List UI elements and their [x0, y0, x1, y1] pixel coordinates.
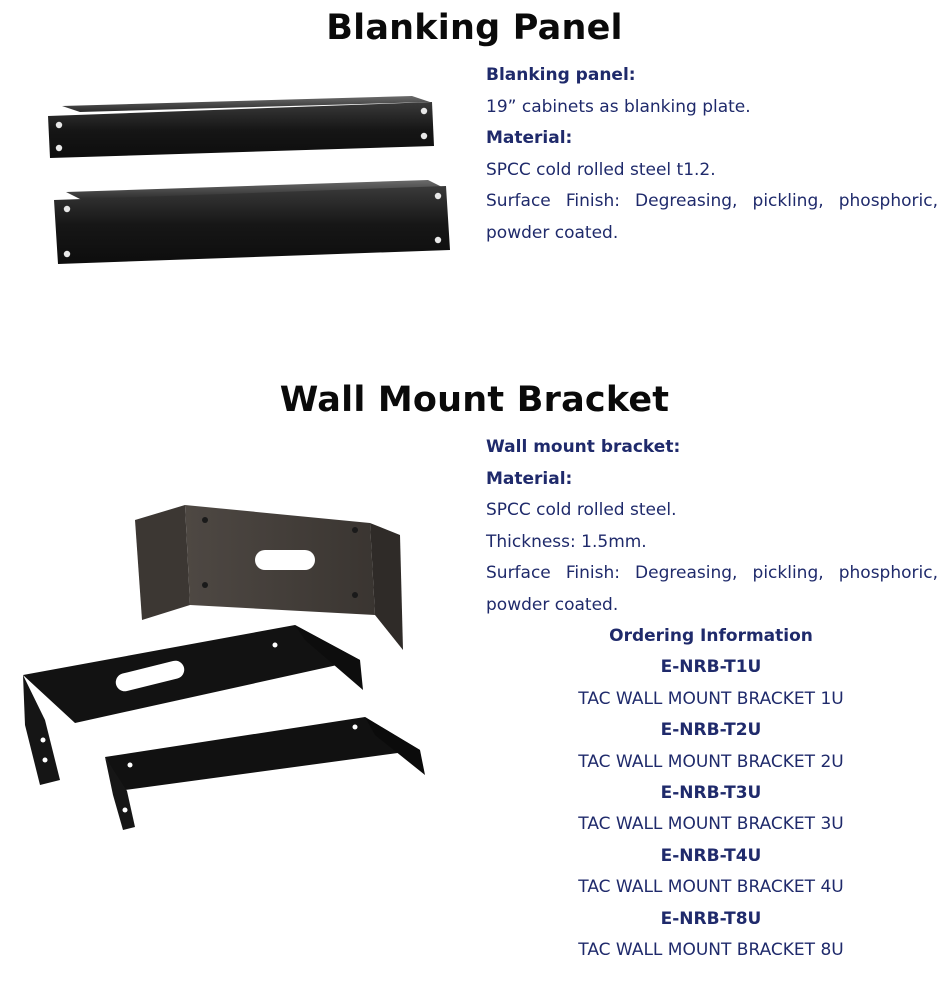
surface-finish-cont: powder coated.	[486, 222, 619, 243]
blanking-panel-title: Blanking Panel	[326, 8, 623, 48]
order-description: TAC WALL MOUNT BRACKET 1U	[578, 688, 844, 709]
surface-finish-line: Surface Finish: Degreasing, pickling, phosphoric,	[486, 563, 938, 583]
blanking-panel-usage: 19” cabinets as blanking plate.	[486, 96, 751, 117]
material-value: SPCC cold rolled steel.	[486, 500, 677, 520]
blanking-panel-description	[486, 60, 938, 249]
wall-mount-bracket-label: Wall mount bracket:	[486, 437, 681, 457]
wall-mount-bracket-description	[486, 432, 938, 621]
thickness-value: Thickness: 1.5mm.	[486, 531, 647, 552]
ordering-information	[486, 621, 936, 966]
wall-mount-bracket-title: Wall Mount Bracket	[279, 380, 670, 420]
order-description: TAC WALL MOUNT BRACKET 4U	[578, 877, 844, 898]
order-description: TAC WALL MOUNT BRACKET 3U	[578, 814, 844, 835]
order-code: E-NRB-T4U	[660, 845, 762, 866]
blanking-panel-label: Blanking panel:	[486, 65, 636, 85]
ordering-heading: Ordering Information	[609, 626, 813, 646]
surface-finish-cont: powder coated.	[486, 594, 619, 615]
material-label: Material:	[486, 468, 573, 489]
material-value: SPCC cold rolled steel t1.2.	[486, 159, 716, 180]
order-description: TAC WALL MOUNT BRACKET 2U	[578, 751, 844, 772]
order-code: E-NRB-T2U	[660, 720, 762, 741]
order-code: E-NRB-T8U	[660, 908, 762, 929]
surface-finish-line: Surface Finish: Degreasing, pickling, phosphoric,	[486, 191, 938, 211]
order-code: E-NRB-T3U	[660, 782, 762, 803]
material-label: Material:	[486, 128, 573, 148]
wall-mount-bracket-image	[15, 495, 475, 850]
blanking-panel-image	[40, 92, 450, 272]
order-description: TAC WALL MOUNT BRACKET 8U	[578, 939, 844, 960]
order-code: E-NRB-T1U	[660, 657, 762, 678]
